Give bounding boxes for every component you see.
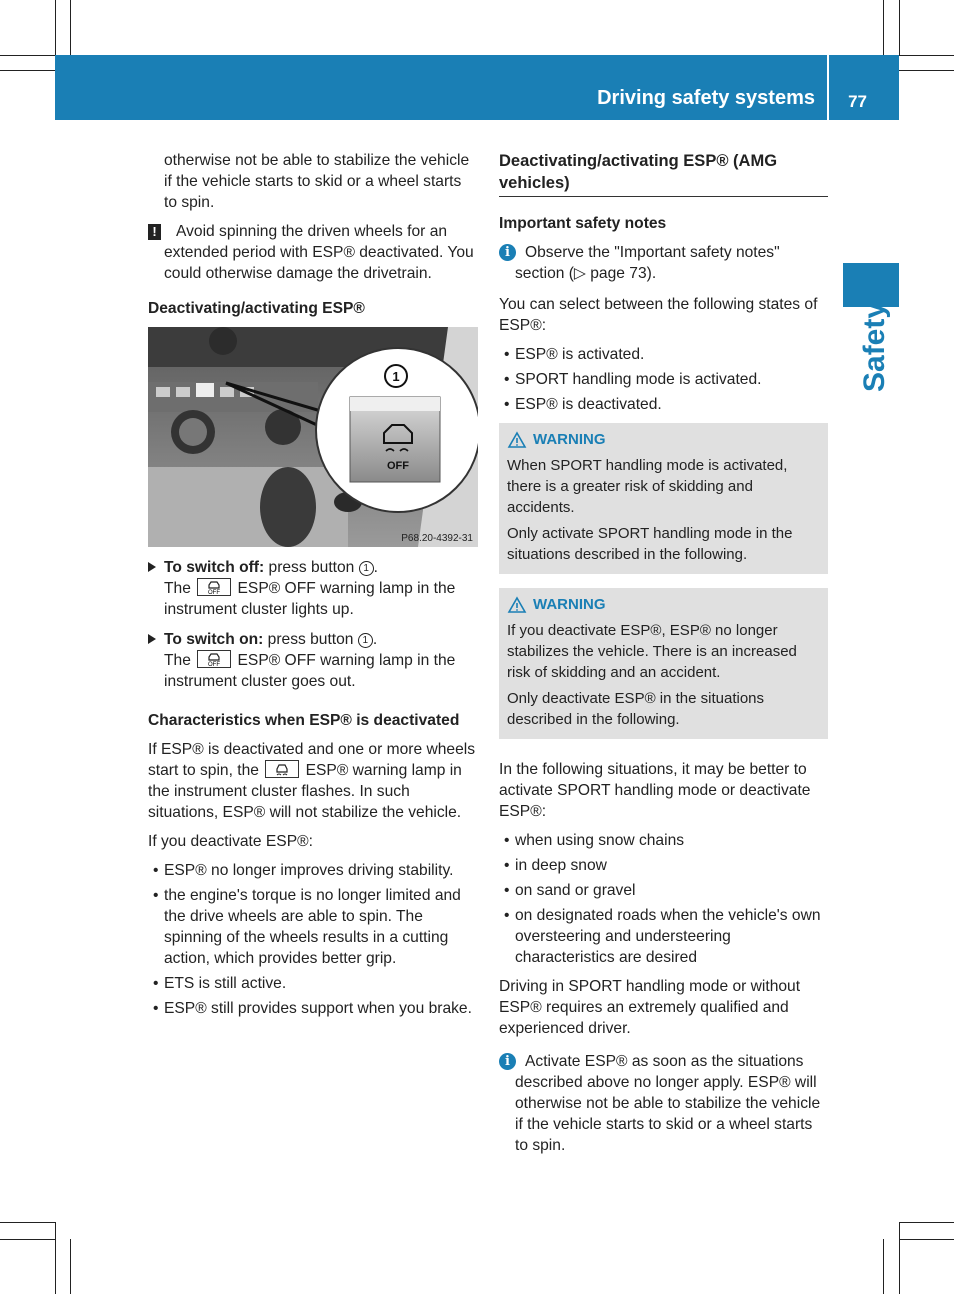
esp-warning-lamp-icon [265, 760, 299, 778]
warning-box [499, 423, 828, 574]
step-label: To switch on: [164, 631, 264, 648]
crop-mark [883, 1239, 884, 1294]
caution-note-text: Avoid spinning the driven wheels for an extended period with ESP® deactivated. You could otherwise damage the drivetrain. [164, 223, 474, 282]
warning-triangle-icon [507, 431, 527, 449]
list-item: • ESP® still provides support when you brake. [148, 998, 478, 1019]
crop-mark [55, 0, 56, 55]
esp-states-list [499, 344, 828, 415]
page-number: 77 [848, 92, 867, 111]
step-switch-off: To switch off: press button 1 . The OFF ESP® OFF warning lamp in the instrument cluster lights up. [148, 557, 478, 620]
paragraph: In the following situations, it may be better to activate SPORT handling mode or deactivate ESP®: [499, 761, 811, 820]
step-arrow-icon [148, 562, 156, 572]
crop-mark [899, 0, 900, 55]
chapter-label: Safety [858, 301, 891, 392]
crop-mark [70, 1239, 71, 1294]
step-arrow-icon [148, 634, 156, 644]
dashboard-illustration [148, 327, 478, 547]
paragraph-text: ESP® warning lamp in the instrument cluster flashes. In such situations, ESP® will not stabilize the vehicle. [148, 762, 462, 821]
warning-title: WARNING [533, 431, 606, 448]
paragraph: If you deactivate ESP®: [148, 833, 313, 850]
list-item: • ESP® no longer improves driving stability. [148, 860, 478, 881]
svg-text:OFF: OFF [208, 662, 221, 667]
esp-off-lamp-icon [197, 578, 231, 596]
left-column [148, 150, 478, 1027]
warning-text: If you deactivate ESP®, ESP® no longer stabilizes the vehicle. There is an increased risk of skidding and an accident. [507, 622, 797, 681]
list-item: • SPORT handling mode is activated. [499, 369, 828, 390]
header-divider [827, 55, 829, 120]
esp-off-lamp-icon [197, 650, 231, 668]
chapter-tab [843, 263, 899, 307]
crop-mark [0, 70, 55, 71]
photo-callout: 1 [392, 369, 400, 384]
photo-code: P68.20-4392-31 [401, 533, 473, 544]
list-item: • ETS is still active. [148, 973, 478, 994]
step-text: press button [263, 631, 358, 648]
crop-mark [883, 0, 884, 55]
list-item: • on sand or gravel [499, 880, 828, 901]
step-text: press button [264, 559, 359, 576]
step-text: ESP® OFF warning lamp in the instrument cluster goes out. [164, 652, 456, 690]
info-icon: i [499, 1053, 516, 1070]
svg-text:OFF: OFF [208, 590, 221, 595]
list-item: • when using snow chains [499, 830, 828, 851]
subsection-heading: Important safety notes [499, 215, 667, 232]
crop-mark [899, 70, 954, 71]
section-heading: Deactivating/activating ESP® (AMG vehicles) [499, 150, 828, 197]
info-note-text: Activate ESP® as soon as the situations described above no longer apply. ESP® will otherwise not be able to stabilize the vehicle if the vehicle starts to skid or a wheel starts to spin. [515, 1053, 821, 1154]
instruction-steps [148, 557, 478, 692]
paragraph: Driving in SPORT handling mode or without ESP® requires an extremely qualified and experienced driver. [499, 978, 801, 1037]
crop-mark [899, 1222, 954, 1223]
warning-text: Only activate SPORT handling mode in the situations described in the following. [507, 525, 793, 563]
dashboard-photo [148, 327, 478, 547]
section-heading: Deactivating/activating ESP® [148, 300, 365, 317]
callout-1-icon: 1 [359, 561, 374, 576]
step-text: The [164, 652, 196, 669]
list-item: • ESP® is activated. [499, 344, 828, 365]
warning-text: When SPORT handling mode is activated, there is a greater risk of skidding and accidents. [507, 457, 788, 516]
crop-mark [70, 0, 71, 55]
paragraph: You can select between the following states of ESP®: [499, 296, 818, 334]
crop-mark [899, 55, 954, 56]
crop-mark [0, 1239, 55, 1240]
situations-list [499, 830, 828, 968]
crop-mark [55, 1222, 56, 1294]
step-label: To switch off: [164, 559, 265, 576]
crop-mark [899, 1239, 954, 1240]
callout-1-icon: 1 [358, 633, 373, 648]
crop-mark [899, 1222, 900, 1294]
info-icon: i [499, 244, 516, 261]
page-header [55, 55, 899, 120]
paragraph-text: If ESP® is deactivated and one or more wheels start to spin, the [148, 741, 476, 779]
list-item: • the engine's torque is no longer limited and the drive wheels are able to spin. The spinning of the wheels results in a cutting action, which provides better grip. [148, 885, 478, 969]
crop-mark [0, 1222, 55, 1223]
paragraph [148, 739, 478, 823]
step-text: The [164, 580, 196, 597]
step-switch-on: To switch on: press button 1 . The OFF ESP® OFF warning lamp in the instrument cluster goes out. [148, 629, 478, 692]
warning-text: Only deactivate ESP® in the situations described in the following. [507, 690, 765, 728]
section-title: Driving safety systems [597, 87, 815, 109]
info-note [499, 242, 828, 284]
caution-note [148, 221, 478, 284]
right-column [499, 150, 828, 1166]
section-heading: Characteristics when ESP® is deactivated [148, 712, 460, 729]
off-button-label: OFF [387, 460, 409, 472]
info-note-text: Observe the "Important safety notes" section (▷ page 73). [515, 244, 780, 282]
list-item: • in deep snow [499, 855, 828, 876]
info-note [499, 1051, 828, 1156]
warning-triangle-icon [507, 596, 527, 614]
intro-text: otherwise not be able to stabilize the vehicle if the vehicle starts to skid or a wheel starts to spin. [164, 152, 470, 211]
crop-mark [0, 55, 55, 56]
warning-box [499, 588, 828, 739]
deactivate-effects-list [148, 860, 478, 1019]
list-item: • ESP® is deactivated. [499, 394, 828, 415]
list-item: • on designated roads when the vehicle's own oversteering and understeering characteristics are desired [499, 905, 828, 968]
warning-title: WARNING [533, 596, 606, 613]
exclamation-icon: ! [148, 224, 161, 240]
step-text: ESP® OFF warning lamp in the instrument cluster lights up. [164, 580, 456, 618]
